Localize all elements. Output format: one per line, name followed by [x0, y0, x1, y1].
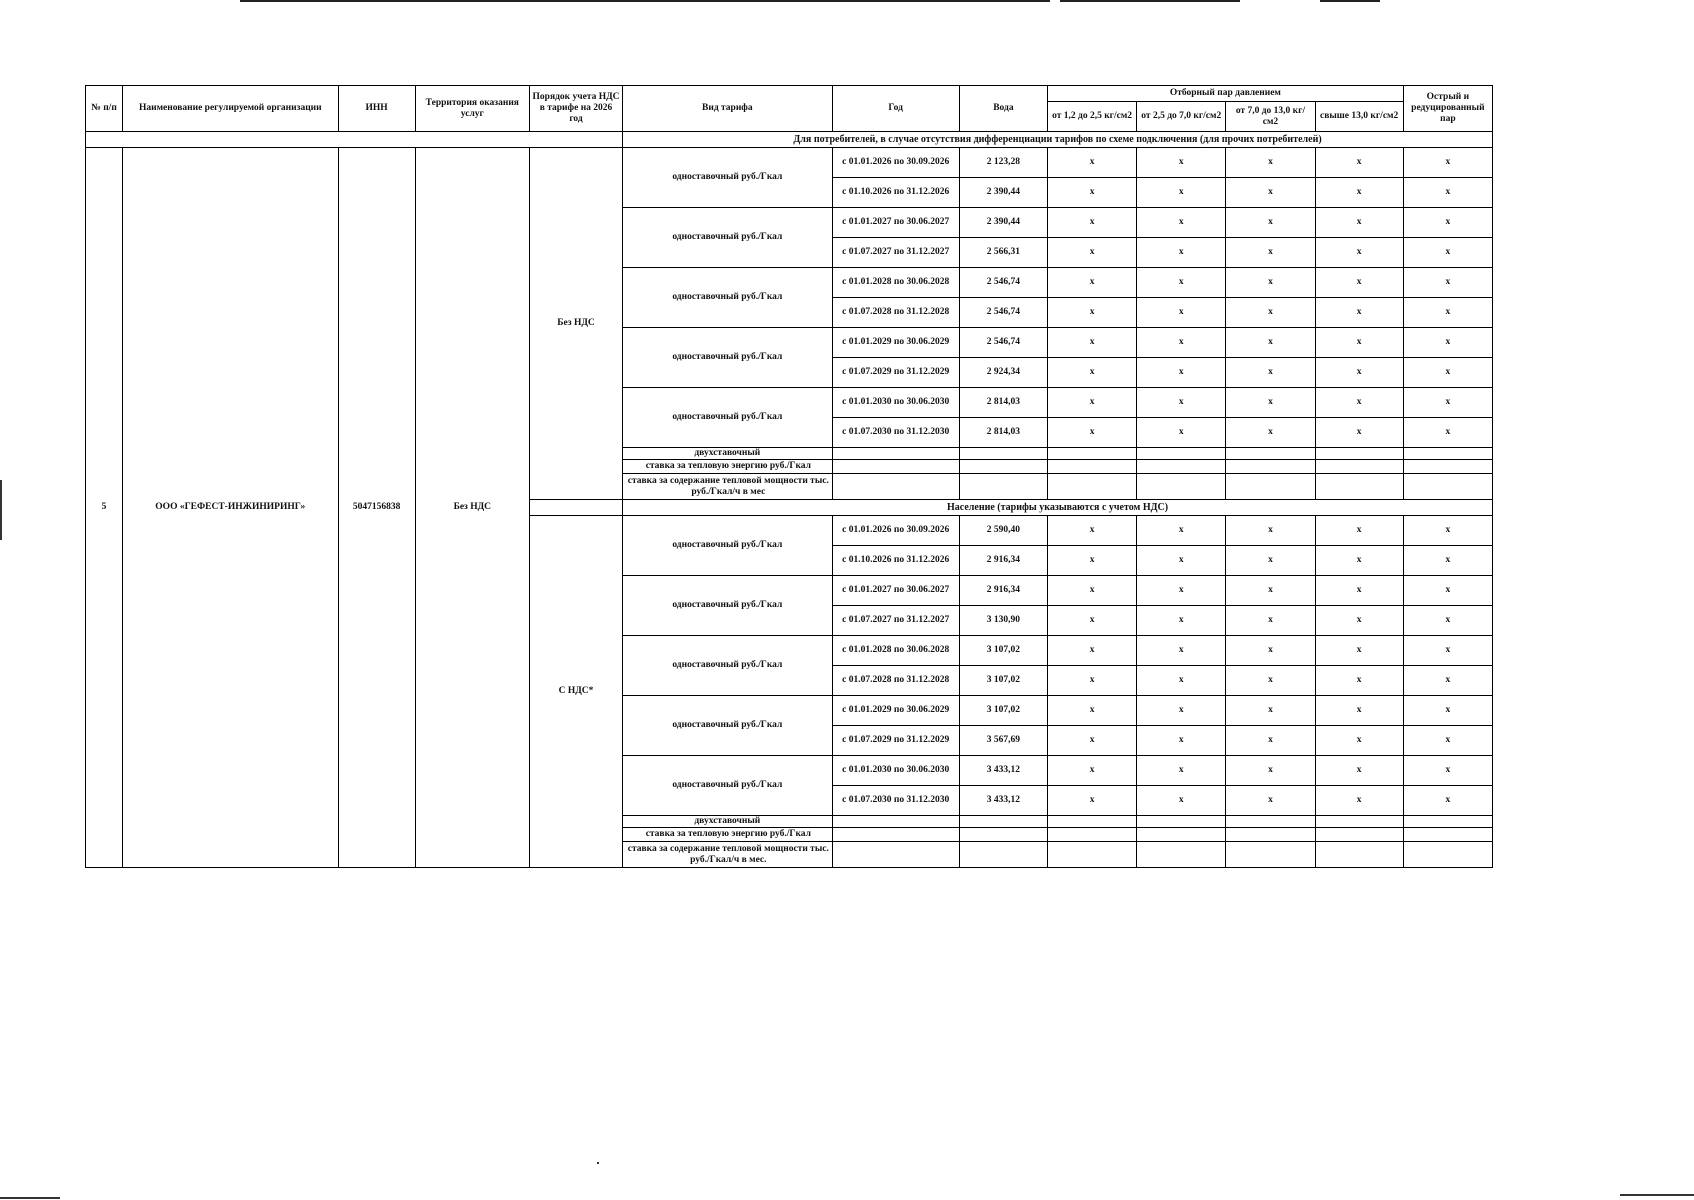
x-mark-cell: x [1047, 178, 1136, 208]
empty-cell [959, 816, 1047, 828]
header-org-name: Наименование регулируемой организации [123, 86, 338, 132]
x-mark-cell: x [1047, 726, 1136, 756]
water-value: 3 107,02 [959, 666, 1047, 696]
period-cell: с 01.07.2030 по 31.12.2030 [832, 418, 959, 448]
empty-cell [832, 828, 959, 842]
empty-cell [1315, 460, 1403, 474]
water-value: 3 107,02 [959, 696, 1047, 726]
x-mark-cell: x [1137, 298, 1226, 328]
section-title-row [86, 132, 1493, 148]
empty-cell [959, 828, 1047, 842]
x-mark-cell: x [1315, 636, 1403, 666]
x-mark-cell: x [1315, 208, 1403, 238]
x-mark-cell: x [1137, 516, 1226, 546]
x-mark-cell: x [1047, 148, 1136, 178]
empty-cell [1047, 460, 1136, 474]
two-part-row-label: двухставочный [623, 816, 832, 828]
heat-rate-row-label: ставка за тепловую энергию руб./Гкал [623, 460, 832, 474]
empty-cell [1403, 448, 1492, 460]
x-mark-cell: x [1047, 358, 1136, 388]
x-mark-cell: x [1226, 298, 1315, 328]
empty-cell [1137, 474, 1226, 500]
water-value: 3 567,69 [959, 726, 1047, 756]
empty-cell [959, 448, 1047, 460]
period-cell: с 01.01.2029 по 30.06.2029 [832, 696, 959, 726]
empty-cell [959, 842, 1047, 868]
water-value: 2 566,31 [959, 238, 1047, 268]
water-value: 3 130,90 [959, 606, 1047, 636]
x-mark-cell: x [1315, 756, 1403, 786]
x-mark-cell: x [1315, 358, 1403, 388]
x-mark-cell: x [1403, 418, 1492, 448]
header-territory: Территория оказания услуг [415, 86, 529, 132]
x-mark-cell: x [1137, 696, 1226, 726]
x-mark-cell: x [1137, 238, 1226, 268]
x-mark-cell: x [1226, 238, 1315, 268]
x-mark-cell: x [1137, 666, 1226, 696]
x-mark-cell: x [1403, 666, 1492, 696]
water-value: 2 590,40 [959, 516, 1047, 546]
empty-cell [1137, 816, 1226, 828]
empty-cell [1403, 816, 1492, 828]
capacity-rate-row-label: ставка за содержание тепловой мощности тыс. руб./Гкал/ч в мес [623, 474, 832, 500]
x-mark-cell: x [1226, 546, 1315, 576]
x-mark-cell: x [1226, 388, 1315, 418]
x-mark-cell: x [1137, 576, 1226, 606]
x-mark-cell: x [1137, 418, 1226, 448]
empty-cell [1047, 816, 1136, 828]
empty-cell [1403, 828, 1492, 842]
tariff-type-label: одноставочный руб./Гкал [623, 756, 832, 816]
x-mark-cell: x [1315, 696, 1403, 726]
org-name: ООО «ГЕФЕСТ-ИНЖИНИРИНГ» [123, 148, 338, 868]
x-mark-cell: x [1047, 606, 1136, 636]
period-cell: с 01.10.2026 по 31.12.2026 [832, 546, 959, 576]
x-mark-cell: x [1047, 666, 1136, 696]
period-cell: с 01.07.2028 по 31.12.2028 [832, 666, 959, 696]
water-value: 3 433,12 [959, 756, 1047, 786]
x-mark-cell: x [1047, 786, 1136, 816]
period-cell: с 01.10.2026 по 31.12.2026 [832, 178, 959, 208]
x-mark-cell: x [1226, 358, 1315, 388]
period-cell: с 01.01.2030 по 30.06.2030 [832, 756, 959, 786]
tariff-type-label: одноставочный руб./Гкал [623, 148, 832, 208]
x-mark-cell: x [1047, 696, 1136, 726]
x-mark-cell: x [1226, 178, 1315, 208]
x-mark-cell: x [1403, 328, 1492, 358]
tariff-type-label: одноставочный руб./Гкал [623, 696, 832, 756]
water-value: 2 814,03 [959, 418, 1047, 448]
empty-cell [1226, 828, 1315, 842]
x-mark-cell: x [1315, 726, 1403, 756]
empty-cell [1315, 816, 1403, 828]
x-mark-cell: x [1315, 268, 1403, 298]
empty-cell [1403, 842, 1492, 868]
period-cell: с 01.07.2029 по 31.12.2029 [832, 726, 959, 756]
x-mark-cell: x [1226, 786, 1315, 816]
tariff-table [85, 85, 1493, 868]
x-mark-cell: x [1047, 388, 1136, 418]
water-value: 2 546,74 [959, 298, 1047, 328]
x-mark-cell: x [1047, 546, 1136, 576]
x-mark-cell: x [1047, 298, 1136, 328]
period-cell: с 01.01.2028 по 30.06.2028 [832, 268, 959, 298]
x-mark-cell: x [1226, 696, 1315, 726]
empty-cell [1047, 842, 1136, 868]
x-mark-cell: x [1403, 178, 1492, 208]
x-mark-cell: x [1226, 606, 1315, 636]
vat-order-cell: С НДС* [529, 516, 622, 868]
water-value: 2 123,28 [959, 148, 1047, 178]
two-part-row-label: двухставочный [623, 448, 832, 460]
period-cell: с 01.01.2030 по 30.06.2030 [832, 388, 959, 418]
x-mark-cell: x [1047, 756, 1136, 786]
header-steam-1: от 1,2 до 2,5 кг/см2 [1047, 102, 1136, 132]
x-mark-cell: x [1137, 358, 1226, 388]
empty-cell [832, 474, 959, 500]
water-value: 2 916,34 [959, 546, 1047, 576]
water-value: 2 546,74 [959, 268, 1047, 298]
x-mark-cell: x [1403, 516, 1492, 546]
scan-bottom-mark-2 [1620, 1194, 1694, 1196]
section-vat-spacer [529, 500, 622, 516]
x-mark-cell: x [1137, 546, 1226, 576]
vat-order-cell: Без НДС [529, 148, 622, 500]
empty-cell [1137, 842, 1226, 868]
org-territory: Без НДС [415, 148, 529, 868]
tariff-type-label: одноставочный руб./Гкал [623, 636, 832, 696]
water-value: 3 433,12 [959, 786, 1047, 816]
empty-cell [1226, 474, 1315, 500]
x-mark-cell: x [1403, 208, 1492, 238]
tariff-type-label: одноставочный руб./Гкал [623, 268, 832, 328]
period-cell: с 01.07.2030 по 31.12.2030 [832, 786, 959, 816]
scan-top-line-3 [1320, 0, 1380, 2]
empty-cell [1226, 460, 1315, 474]
empty-cell [959, 460, 1047, 474]
x-mark-cell: x [1226, 268, 1315, 298]
x-mark-cell: x [1226, 666, 1315, 696]
tariff-type-label: одноставочный руб./Гкал [623, 388, 832, 448]
tariff-type-label: одноставочный руб./Гкал [623, 576, 832, 636]
tariff-type-label: одноставочный руб./Гкал [623, 208, 832, 268]
period-cell: с 01.01.2027 по 30.06.2027 [832, 576, 959, 606]
section-title: Для потребителей, в случае отсутствия дифференциации тарифов по схеме подключения (для прочих потребителей) [623, 132, 1493, 148]
x-mark-cell: x [1137, 756, 1226, 786]
empty-cell [1137, 828, 1226, 842]
org-num: 5 [86, 148, 123, 868]
header-row-1 [86, 86, 1493, 102]
empty-cell [1315, 474, 1403, 500]
empty-cell [832, 448, 959, 460]
x-mark-cell: x [1226, 726, 1315, 756]
x-mark-cell: x [1226, 418, 1315, 448]
empty-cell [1047, 448, 1136, 460]
empty-cell [1226, 816, 1315, 828]
x-mark-cell: x [1137, 178, 1226, 208]
tariff-table-body [86, 86, 1493, 868]
header-inn: ИНН [338, 86, 415, 132]
header-num: № п/п [86, 86, 123, 132]
period-cell: с 01.01.2026 по 30.09.2026 [832, 516, 959, 546]
x-mark-cell: x [1226, 516, 1315, 546]
scan-bottom-mark [0, 1197, 60, 1199]
x-mark-cell: x [1137, 328, 1226, 358]
empty-cell [1403, 474, 1492, 500]
water-value: 2 916,34 [959, 576, 1047, 606]
x-mark-cell: x [1315, 178, 1403, 208]
x-mark-cell: x [1403, 636, 1492, 666]
x-mark-cell: x [1226, 636, 1315, 666]
section-spacer [86, 132, 623, 148]
x-mark-cell: x [1047, 328, 1136, 358]
scan-dot [597, 1162, 599, 1164]
empty-cell [1315, 828, 1403, 842]
x-mark-cell: x [1047, 418, 1136, 448]
header-steam-group: Отборный пар давлением [1047, 86, 1403, 102]
water-value: 2 546,74 [959, 328, 1047, 358]
x-mark-cell: x [1315, 388, 1403, 418]
x-mark-cell: x [1315, 298, 1403, 328]
header-sharp-steam: Острый и редуцированный пар [1403, 86, 1492, 132]
empty-cell [1226, 448, 1315, 460]
period-cell: с 01.01.2029 по 30.06.2029 [832, 328, 959, 358]
empty-cell [1047, 474, 1136, 500]
header-tariff-type: Вид тарифа [623, 86, 832, 132]
x-mark-cell: x [1226, 756, 1315, 786]
empty-cell [1403, 460, 1492, 474]
x-mark-cell: x [1137, 208, 1226, 238]
x-mark-cell: x [1315, 546, 1403, 576]
x-mark-cell: x [1403, 696, 1492, 726]
empty-cell [832, 816, 959, 828]
section-title: Население (тарифы указываются с учетом НДС) [623, 500, 1493, 516]
tariff-row [86, 148, 1493, 178]
empty-cell [1315, 448, 1403, 460]
x-mark-cell: x [1226, 148, 1315, 178]
x-mark-cell: x [1047, 208, 1136, 238]
x-mark-cell: x [1047, 576, 1136, 606]
org-inn: 5047156838 [338, 148, 415, 868]
x-mark-cell: x [1403, 148, 1492, 178]
empty-cell [1226, 842, 1315, 868]
empty-cell [832, 842, 959, 868]
empty-cell [1315, 842, 1403, 868]
capacity-rate-row-label: ставка за содержание тепловой мощности тыс. руб./Гкал/ч в мес. [623, 842, 832, 868]
x-mark-cell: x [1315, 238, 1403, 268]
header-year: Год [832, 86, 959, 132]
x-mark-cell: x [1315, 516, 1403, 546]
x-mark-cell: x [1137, 388, 1226, 418]
header-steam-3: от 7,0 до 13,0 кг/см2 [1226, 102, 1315, 132]
x-mark-cell: x [1226, 576, 1315, 606]
header-vat-order: Порядок учета НДС в тарифе на 2026 год [529, 86, 622, 132]
empty-cell [832, 460, 959, 474]
x-mark-cell: x [1226, 328, 1315, 358]
x-mark-cell: x [1137, 606, 1226, 636]
x-mark-cell: x [1137, 268, 1226, 298]
header-steam-2: от 2,5 до 7,0 кг/см2 [1137, 102, 1226, 132]
scan-left-edge-mark [0, 480, 2, 540]
period-cell: с 01.01.2026 по 30.09.2026 [832, 148, 959, 178]
x-mark-cell: x [1315, 418, 1403, 448]
x-mark-cell: x [1137, 636, 1226, 666]
empty-cell [1137, 448, 1226, 460]
empty-cell [959, 474, 1047, 500]
x-mark-cell: x [1137, 148, 1226, 178]
x-mark-cell: x [1403, 576, 1492, 606]
x-mark-cell: x [1403, 726, 1492, 756]
water-value: 2 390,44 [959, 178, 1047, 208]
period-cell: с 01.07.2027 по 31.12.2027 [832, 606, 959, 636]
x-mark-cell: x [1403, 786, 1492, 816]
x-mark-cell: x [1403, 388, 1492, 418]
x-mark-cell: x [1403, 268, 1492, 298]
x-mark-cell: x [1047, 636, 1136, 666]
x-mark-cell: x [1403, 546, 1492, 576]
header-water: Вода [959, 86, 1047, 132]
tariff-type-label: одноставочный руб./Гкал [623, 328, 832, 388]
x-mark-cell: x [1137, 726, 1226, 756]
period-cell: с 01.01.2028 по 30.06.2028 [832, 636, 959, 666]
empty-cell [1047, 828, 1136, 842]
heat-rate-row-label: ставка за тепловую энергию руб./Гкал [623, 828, 832, 842]
period-cell: с 01.07.2028 по 31.12.2028 [832, 298, 959, 328]
period-cell: с 01.07.2027 по 31.12.2027 [832, 238, 959, 268]
x-mark-cell: x [1403, 298, 1492, 328]
period-cell: с 01.07.2029 по 31.12.2029 [832, 358, 959, 388]
tariff-type-label: одноставочный руб./Гкал [623, 516, 832, 576]
x-mark-cell: x [1047, 238, 1136, 268]
x-mark-cell: x [1403, 358, 1492, 388]
x-mark-cell: x [1315, 666, 1403, 696]
header-steam-4: свыше 13,0 кг/см2 [1315, 102, 1403, 132]
x-mark-cell: x [1137, 786, 1226, 816]
water-value: 3 107,02 [959, 636, 1047, 666]
scan-top-line-2 [1060, 0, 1240, 2]
x-mark-cell: x [1315, 148, 1403, 178]
x-mark-cell: x [1047, 268, 1136, 298]
x-mark-cell: x [1315, 606, 1403, 636]
x-mark-cell: x [1315, 576, 1403, 606]
water-value: 2 390,44 [959, 208, 1047, 238]
water-value: 2 814,03 [959, 388, 1047, 418]
x-mark-cell: x [1047, 516, 1136, 546]
x-mark-cell: x [1315, 786, 1403, 816]
x-mark-cell: x [1403, 606, 1492, 636]
water-value: 2 924,34 [959, 358, 1047, 388]
empty-cell [1137, 460, 1226, 474]
x-mark-cell: x [1403, 238, 1492, 268]
x-mark-cell: x [1315, 328, 1403, 358]
x-mark-cell: x [1403, 756, 1492, 786]
scan-top-line [240, 0, 1050, 2]
x-mark-cell: x [1226, 208, 1315, 238]
period-cell: с 01.01.2027 по 30.06.2027 [832, 208, 959, 238]
